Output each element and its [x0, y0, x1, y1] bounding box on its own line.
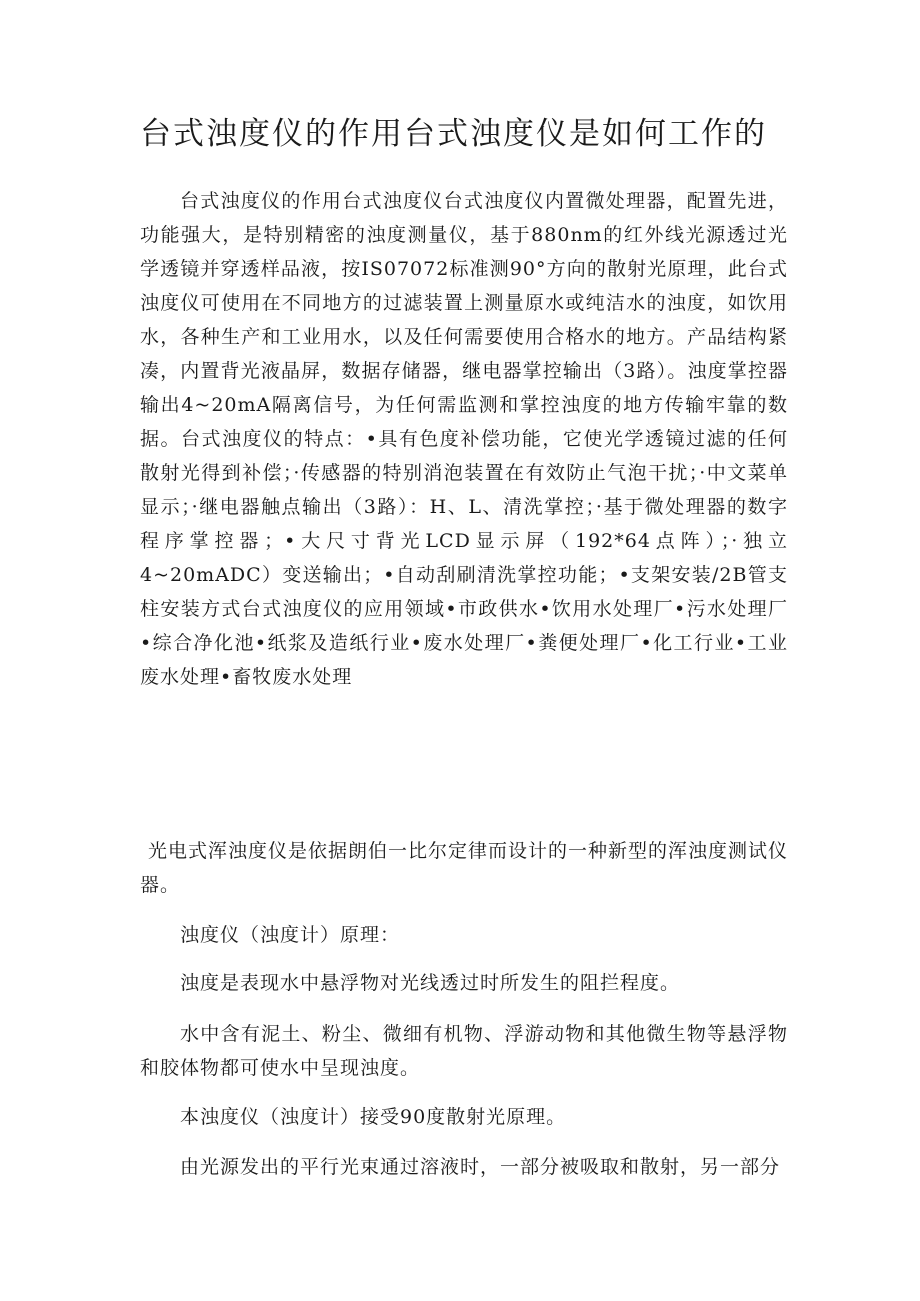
paragraph-intro: 台式浊度仪的作用台式浊度仪台式浊度仪内置微处理器，配置先进，功能强大，是特别精密的浊度测量仪，基于880nm的红外线光源透过光学透镜并穿透样品液，按IS07072标准测90°方向的散射光原理，此台式浊度仪可使用在不同地方的过滤装置上测量原水或纯洁水的浊度，如饮用水，各种生产和工业用水，以及任何需要使用合格水的地方。产品结构紧凑，内置背光液晶屏，数据存储器，继电器掌控输出（3路）。浊度掌控器输出4~20mA隔离信号，为任何需监测和掌控浊度的地方传输牢靠的数据。台式浊度仪的特点：•具有色度补偿功能，它使光学透镜过滤的任何散射光得到补偿；·传感器的特别消泡装置在有效防止气泡干扰；·中文菜单显示；·继电器触点输出（3路）：H、L、清洗掌控；·基于微处理器的数字程序掌控器；•大尺寸背光LCD显示屏（192*64点阵）；·独立4~20mADC）变送输出；•自动刮刷清洗掌控功能；•支架安装/2B管支柱安装方式台式浊度仪的应用领域•市政供水•饮用水处理厂•污水处理厂•综合净化池•纸浆及造纸行业•废水处理厂•粪便处理厂•化工行业•工业废水处理•畜牧废水处理 [140, 190, 788, 688]
document-title: 台式浊度仪的作用台式浊度仪是如何工作的 [140, 116, 767, 152]
paragraph-scatter-principle: 本浊度仪（浊度计）接受90度散射光原理。 [180, 1106, 567, 1128]
paragraph-photoelectric: 光电式浑浊度仪是依据朗伯一比尔定律而设计的一种新型的浑浊度测试仪器。 [140, 840, 789, 896]
paragraph-turbidity-definition: 浊度是表现水中悬浮物对光线透过时所发生的阻拦程度。 [180, 972, 681, 994]
paragraph-principle-heading: 浊度仪（浊度计）原理： [180, 924, 401, 946]
paragraph-turbidity-causes: 水中含有泥土、粉尘、微细有机物、浮游动物和其他微生物等悬浮物和胶体物都可使水中呈现浊度。 [140, 1023, 788, 1079]
paragraph-light-beam: 由光源发出的平行光束通过溶液时，一部分被吸取和散射，另一部分 [180, 1156, 781, 1178]
